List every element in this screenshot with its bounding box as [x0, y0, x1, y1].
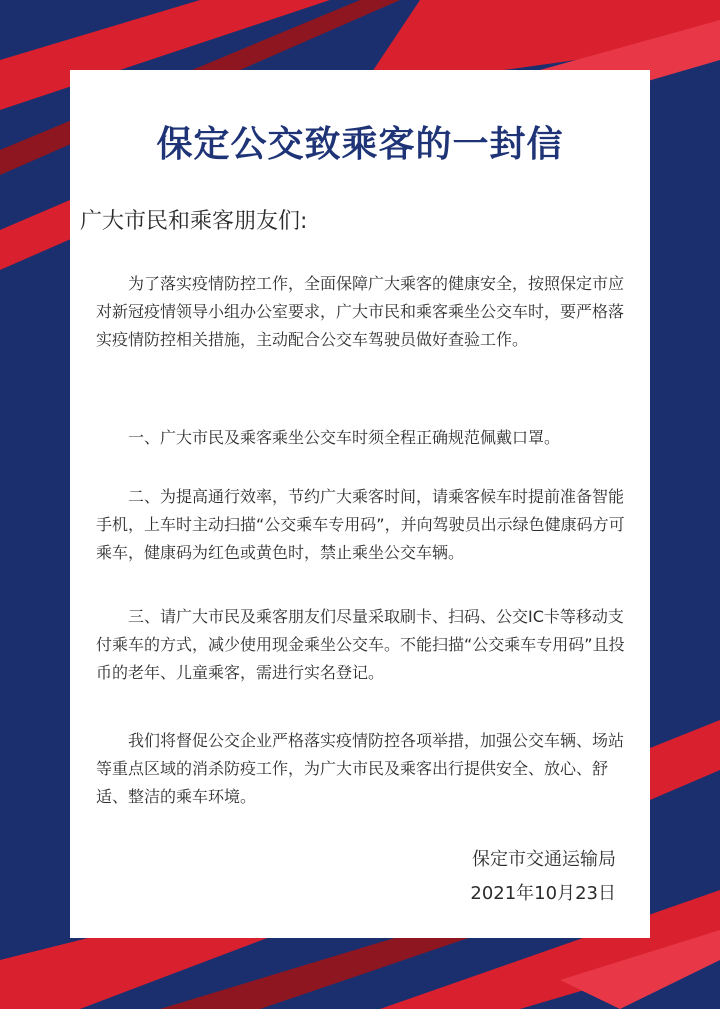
paragraph-item-2: 二、为提高通行效率，节约广大乘客时间，请乘客候车时提前准备智能手机，上车时主动扫描“公交乘车专用码”，并向驾驶员出示绿色健康码方可乘车，健康码为红色或黄色时，禁止乘坐公交车辆。 — [96, 487, 625, 562]
paragraph-intro: 为了落实疫情防控工作，全面保障广大乘客的健康安全，按照保定市应对新冠疫情领导小组办公室要求，广大市民和乘客乘坐公交车时，要严格落实疫情防控相关措施，主动配合公交车驾驶员做好查验工作。 — [96, 274, 625, 349]
page-title: 保定公交致乘客的一封信 — [156, 123, 564, 165]
signature: 保定市交通运输局 — [472, 849, 616, 870]
greeting: 广大市民和乘客朋友们: — [80, 209, 308, 234]
paragraph-item-1: 一、广大市民及乘客乘坐公交车时须全程正确规范佩戴口罩。 — [128, 428, 561, 447]
paragraph-closing: 我们将督促公交企业严格落实疫情防控各项举措，加强公交车辆、场站等重点区域的消杀防疫工作，为广大市民及乘客出行提供安全、放心、舒适、整洁的乘车环境。 — [96, 731, 625, 806]
date: 2021年10月23日 — [470, 883, 616, 904]
paragraph-item-3: 三、请广大市民及乘客朋友们尽量采取刷卡、扫码、公交IC卡等移动支付乘车的方式，减少使用现金乘坐公交车。不能扫描“公交乘车专用码”且投币的老年、儿童乘客，需进行实名登记。 — [96, 607, 625, 682]
